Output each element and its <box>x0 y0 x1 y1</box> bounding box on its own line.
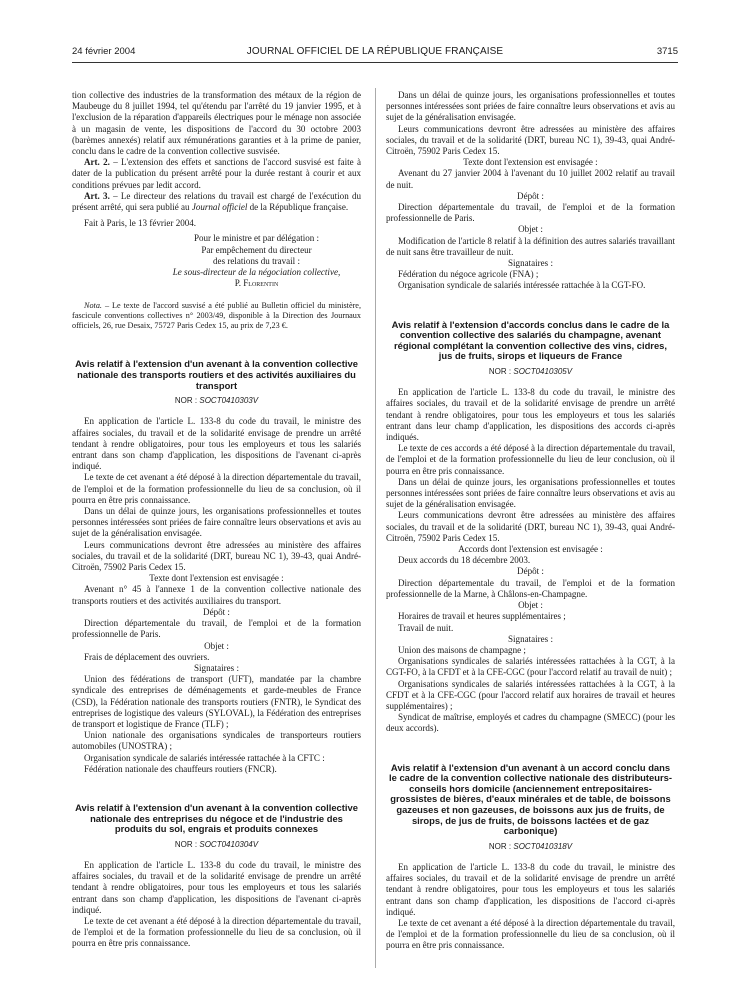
paragraph: Le texte de ces accords a été déposé à la direction départementale du travail, de l'emploi et de la formation professionnelle du lieu de leur conclusion, où il pourra en être pris connaissance. <box>386 443 675 476</box>
paragraph: En application de l'article L. 133-8 du code du travail, le ministre des affaires sociales, du travail et de la solidarité envisage de prendre un arrêté tendant à rendre obligatoires, pour tous les employeurs et tous les salariés entrant dans son champ d'application, les dispositions de l'avenant ci-après indiqué. <box>72 416 361 472</box>
nor-code: SOCT0410318V <box>513 841 573 851</box>
header-rule <box>72 62 678 63</box>
avis-title: Avis relatif à l'extension d'un avenant à un accord conclu dans le cadre de la convention collective nationale des distributeurs-conseils hors domicile (anciennement entrepositaires-grossistes de bières, d'eaux minérales et de table, de boissons gazeuses et non gazeuses, de boissons aux jus de fruits, de sirops, de jus de fruits, de boissons lactées et de gaz carbonique) <box>389 761 672 837</box>
article-text: – Le directeur des relations du travail est chargé de l'exécution du présent arrêté, qui sera publié au <box>72 190 362 213</box>
page-header <box>72 46 678 60</box>
signatory: Fédération nationale des chauffeurs routiers (FNCR). <box>84 763 277 774</box>
paragraph: Le texte de cet avenant a été déposé à la direction départementale du travail, de l'emploi et de la formation professionnelle du lieu de sa conclusion, où il pourra en être pris connaissance. <box>72 472 361 505</box>
paragraph: Dans un délai de quinze jours, les organisations professionnelles et toutes personnes intéressées sont priées de faire connaître leurs observations et avis au sujet de la généralisation envisagée. <box>386 90 675 123</box>
signature-line: Par empêchement du directeur <box>201 244 312 255</box>
signature-date: Fait à Paris, le 13 février 2004. <box>84 218 197 229</box>
paragraph: Horaires de travail et heures supplémentaires ; <box>398 611 566 622</box>
signatory: Syndicat de maîtrise, employés et cadres du champagne (SMECC) (pour les deux accords). <box>386 712 675 734</box>
paragraph: En application de l'article L. 133-8 du code du travail, le ministre des affaires sociales, du travail et de la solidarité envisage de prendre un arrêté tendant à rendre obligatoires, pour tous les employeurs et tous les salariés entrant dans son champ d'application, les dispositions de l'avenant ci-après indiqué. <box>72 859 361 915</box>
nor-reference <box>386 366 675 377</box>
paragraph: Direction départementale du travail, de l'emploi et de la formation professionnelle de la Marne, à Châlons-en-Champagne. <box>386 577 675 599</box>
paragraph: Modification de l'article 8 relatif à la définition des autres salariés travaillant de nuit sans être travailleur de nuit. <box>386 235 675 257</box>
journal-link: Journal officiel <box>191 202 248 213</box>
section-label: Objet : <box>518 600 543 611</box>
nor-code: SOCT0410303V <box>199 396 259 406</box>
paragraph: tion collective des industries de la transformation des métaux de la région de Maubeuge du 8 juillet 1994, tel qu'étendu par l'arrêté du 19 janvier 1995, et à l'exclusion de la réparation d'appareils électriques pour le ménage non associée à un magasin de vente, les dispositions de l'accord du 30 octobre 2003 (barèmes annexés) relatif aux rémunérations garanties et à la prime de panier, conclu dans le cadre de la convention collective susvisée. <box>72 90 361 157</box>
paragraph: Deux accords du 18 décembre 2003. <box>398 555 531 566</box>
paragraph: Avenant n° 45 à l'annexe 1 de la convention collective nationale des transports routiers et des activités auxiliaires du transport. <box>72 584 361 606</box>
nor-label: NOR : <box>174 396 198 406</box>
nor-label: NOR : <box>488 367 512 377</box>
signature-line: des relations du travail : <box>213 255 300 266</box>
section-label: Dépôt : <box>517 566 544 577</box>
section-label: Dépôt : <box>203 606 230 617</box>
avis-title: Avis relatif à l'extension d'un avenant à la convention collective nationale des entreprises du négoce et de l'industrie des produits du sol, engrais et produits connexes <box>75 801 358 835</box>
signatory: Organisation syndicale de salariés intéressée rattachée à la CFTC : <box>84 752 325 763</box>
nor-reference <box>386 841 675 852</box>
nota-label: Nota. <box>84 301 102 311</box>
paragraph: Leurs communications devront être adressées au ministère des affaires sociales, du travail et de la solidarité (DRT, bureau NC 1), 39-43, quai André-Citroën, 75902 Paris Cedex 15. <box>72 539 361 573</box>
paragraph: Leurs communications devront être adressées au ministère des affaires sociales, du travail et de la solidarité (DRT, bureau NC 1), 39-43, quai André-Citroën, 75902 Paris Cedex 15. <box>386 510 675 543</box>
section-label: Objet : <box>518 224 543 235</box>
avis-title: Avis relatif à l'extension d'un avenant à la convention collective nationale des transports routiers et des activités auxiliaires du transport <box>75 358 358 391</box>
article-label: Art. 2. <box>84 157 110 168</box>
section-label: Objet : <box>204 640 229 651</box>
header-date: 24 février 2004 <box>72 46 136 57</box>
section-label: Texte dont l'extension est envisagée : <box>149 573 284 584</box>
nor-label: NOR : <box>488 841 512 851</box>
nor-code: SOCT0410304V <box>199 839 259 849</box>
nor-reference <box>72 395 361 406</box>
paragraph: Dans un délai de quinze jours, les organisations professionnelles et toutes personnes intéressées sont priées de faire connaître leurs observations et avis au sujet de la généralisation envisagée. <box>72 506 361 539</box>
signatory: Union des fédérations de transport (UFT), mandatée par la chambre syndicale des entreprises de déménagements et garde-meubles de France (CSD), la Fédération nationale des transports routiers (FNTR), le Syndicat des entreprises de logistique des valeurs (SYLOVAL), la Fédération des entreprises de transport et logistique de France (TLF) ; <box>72 674 361 729</box>
paragraph: Leurs communications devront être adressées au ministère des affaires sociales, du travail et de la solidarité (DRT, bureau NC 1), 39-43, quai André-Citroën, 75902 Paris Cedex 15. <box>386 123 675 157</box>
page-number: 3715 <box>656 46 678 57</box>
signatory: Organisations syndicales de salariés intéressées rattachées à la CGT, à la CGT-FO, à la CFDT et à la CFE-CGC (pour l'accord relatif au travail de nuit) ; <box>386 656 675 678</box>
article-2 <box>72 157 361 191</box>
paragraph: Direction départementale du travail, de l'emploi et de la formation professionnelle de Paris. <box>386 202 675 224</box>
paragraph: Le texte de cet avenant a été déposé à la direction départementale du travail, de l'emploi et de la formation professionnelle du lieu de sa conclusion, où il pourra en être pris connaissance. <box>386 917 675 951</box>
column-divider <box>375 88 376 968</box>
article-3 <box>72 191 361 213</box>
journal-title: JOURNAL OFFICIEL DE LA RÉPUBLIQUE FRANÇAISE <box>246 46 504 57</box>
section-label: Texte dont l'extension est envisagée : <box>463 157 598 168</box>
paragraph: Frais de déplacement des ouvriers. <box>84 651 210 662</box>
paragraph: Travail de nuit. <box>398 622 454 633</box>
paragraph: En application de l'article L. 133-8 du code du travail, le ministre des affaires sociales, du travail et de la solidarité envisage de prendre un arrêté tendant à rendre obligatoires, pour tous les employeurs et tous les salariés entrant dans son champ d'application, les dispositions de l'accord ci-après indiqué. <box>386 861 675 917</box>
signatory-name: P. Florentin <box>234 278 279 289</box>
signatory: Organisations syndicales de salariés intéressées rattachées à la CGT, à la CFDT et à la CFE-CGC (pour l'accord relatif aux horaires de travail et heures supplémentaires) ; <box>386 678 675 711</box>
nor-label: NOR : <box>174 839 198 849</box>
article-text: – L'extension des effets et sanctions de l'accord susvisé est faite à dater de la publication du présent arrêté pour la durée restant à courir et aux conditions prévues par ledit accord. <box>72 157 361 190</box>
paragraph: En application de l'article L. 133-8 du code du travail, le ministre des affaires sociales, du travail et de la solidarité envisage de prendre un arrêté tendant à rendre obligatoires, pour tous les employeurs et tous les salariés entrant dans leur champ d'application, les dispositions des accords ci-après indiqués. <box>386 387 675 443</box>
section-label: Dépôt : <box>517 190 544 201</box>
avis-title: Avis relatif à l'extension d'accords conclus dans le cadre de la convention collective des salariés du champagne, avenant régional complétant la convention collective des vins, cidres, jus de fruits, sirops et liqueurs de France <box>391 318 670 362</box>
paragraph: Le texte de cet avenant a été déposé à la direction départementale du travail, de l'emploi et de la formation professionnelle du lieu de sa conclusion, où il pourra en être pris connaissance. <box>72 915 361 949</box>
paragraph: Direction départementale du travail, de l'emploi et de la formation professionnelle de Paris. <box>72 618 361 640</box>
article-label: Art. 3. <box>84 190 110 201</box>
paragraph: Dans un délai de quinze jours, les organisations professionnelles et toutes personnes intéressées sont priées de faire connaître leurs observations et avis au sujet de la généralisation envisagée. <box>386 476 675 510</box>
nota <box>72 301 361 331</box>
nota-text: – Le texte de l'accord susvisé a été publié au Bulletin officiel du ministère, fascicule conventions collectives n° 2003/49, disponible à la Direction des Journaux officiels, 26, rue Desaix, 75727 Paris Cedex 15, au prix de 7,23 €. <box>72 301 361 331</box>
signatory: Union nationale des organisations syndicales de transporteurs routiers automobiles (UNOSTRA) ; <box>72 730 361 752</box>
section-label: Accords dont l'extension est envisagée : <box>458 544 603 555</box>
signature-line: Pour le ministre et par délégation : <box>193 233 320 244</box>
nor-reference <box>72 839 361 850</box>
section-label: Signataires : <box>508 633 553 644</box>
right-column <box>386 90 675 952</box>
nor-code: SOCT0410305V <box>513 367 573 377</box>
signatory: Organisation syndicale de salariés intéressée rattachée à la CGT-FO. <box>398 280 646 291</box>
signatory: Fédération du négoce agricole (FNA) ; <box>398 269 539 280</box>
section-label: Signataires : <box>508 258 553 269</box>
article-text: de la République française. <box>247 202 349 213</box>
signatory: Union des maisons de champagne ; <box>398 644 526 655</box>
signature-line: Le sous-directeur de la négociation collective, <box>172 267 341 278</box>
section-label: Signataires : <box>194 662 239 673</box>
paragraph: Avenant du 27 janvier 2004 à l'avenant du 10 juillet 2002 relatif au travail de nuit. <box>386 168 675 190</box>
left-column <box>72 90 361 950</box>
